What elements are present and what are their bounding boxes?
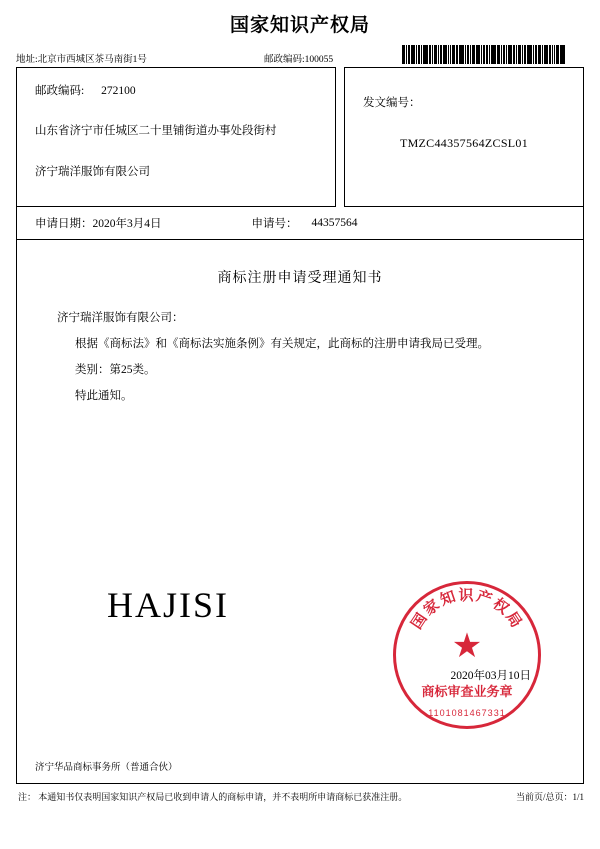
trademark-text: HAJISI — [107, 585, 230, 625]
recipient-zip-value: 272100 — [101, 85, 136, 97]
footer-note — [16, 790, 506, 803]
footer-note-text: 本通知书仅表明国家知识产权局已收到申请人的商标申请，并不表明所申请商标已获准注册。 — [38, 792, 408, 802]
top-info-boxes — [16, 67, 584, 207]
svg-text:国家知识产权局: 国家知识产权局 — [408, 586, 526, 633]
recipient-zip-line — [35, 82, 317, 98]
notice-paragraph-1: 根据《商标法》和《商标法实施条例》有关规定，此商标的注册申请我局已受理。 — [75, 338, 489, 350]
dispatch-label: 发文编号： — [363, 97, 421, 109]
office-address: 地址:北京市西城区茶马南街1号 — [16, 55, 147, 65]
page-title: 国家知识产权局 — [229, 15, 370, 36]
recipient-address: 山东省济宁市任城区二十里铺街道办事处段街村 — [35, 125, 277, 137]
notice-title: 商标注册申请受理通知书 — [217, 271, 383, 286]
application-no-label: 申请号： — [251, 217, 298, 230]
footer-page-indicator: 当前页/总页：1/1 — [515, 792, 584, 802]
seal-date: 2020年03月10日 — [450, 670, 531, 682]
office-zipcode: 邮政编码:100055 — [264, 55, 334, 65]
seal-star-icon: ★ — [451, 628, 483, 665]
barcode — [402, 45, 584, 64]
footer — [16, 790, 584, 803]
notice-paragraph-3: 特此通知。 — [75, 390, 133, 402]
agent-name: 济宁华品商标事务所（普通合伙） — [35, 763, 178, 773]
seal-number: 1101081467331 — [428, 708, 506, 718]
recipient-box — [16, 67, 336, 207]
application-date-label: 申请日期： — [35, 217, 93, 230]
application-no-value: 44357564 — [311, 216, 358, 229]
meta-row — [16, 206, 584, 240]
seal-bottom-text: 商标审查业务章 — [421, 684, 513, 699]
header-address-row — [16, 43, 584, 65]
notice-paragraph-2: 类别：第25类。 — [75, 364, 156, 376]
dispatch-box — [344, 67, 584, 207]
application-date-value: 2020年3月4日 — [92, 217, 162, 230]
notice-body — [16, 239, 584, 784]
notice-addressee: 济宁瑞洋服饰有限公司： — [57, 312, 184, 324]
dispatch-value: TMZC44357564ZCSL01 — [399, 136, 529, 150]
recipient-company: 济宁瑞洋服饰有限公司 — [35, 166, 150, 178]
footer-note-label: 注： — [18, 792, 37, 802]
recipient-zip-label: 邮政编码: — [35, 85, 85, 97]
official-seal — [393, 581, 541, 729]
